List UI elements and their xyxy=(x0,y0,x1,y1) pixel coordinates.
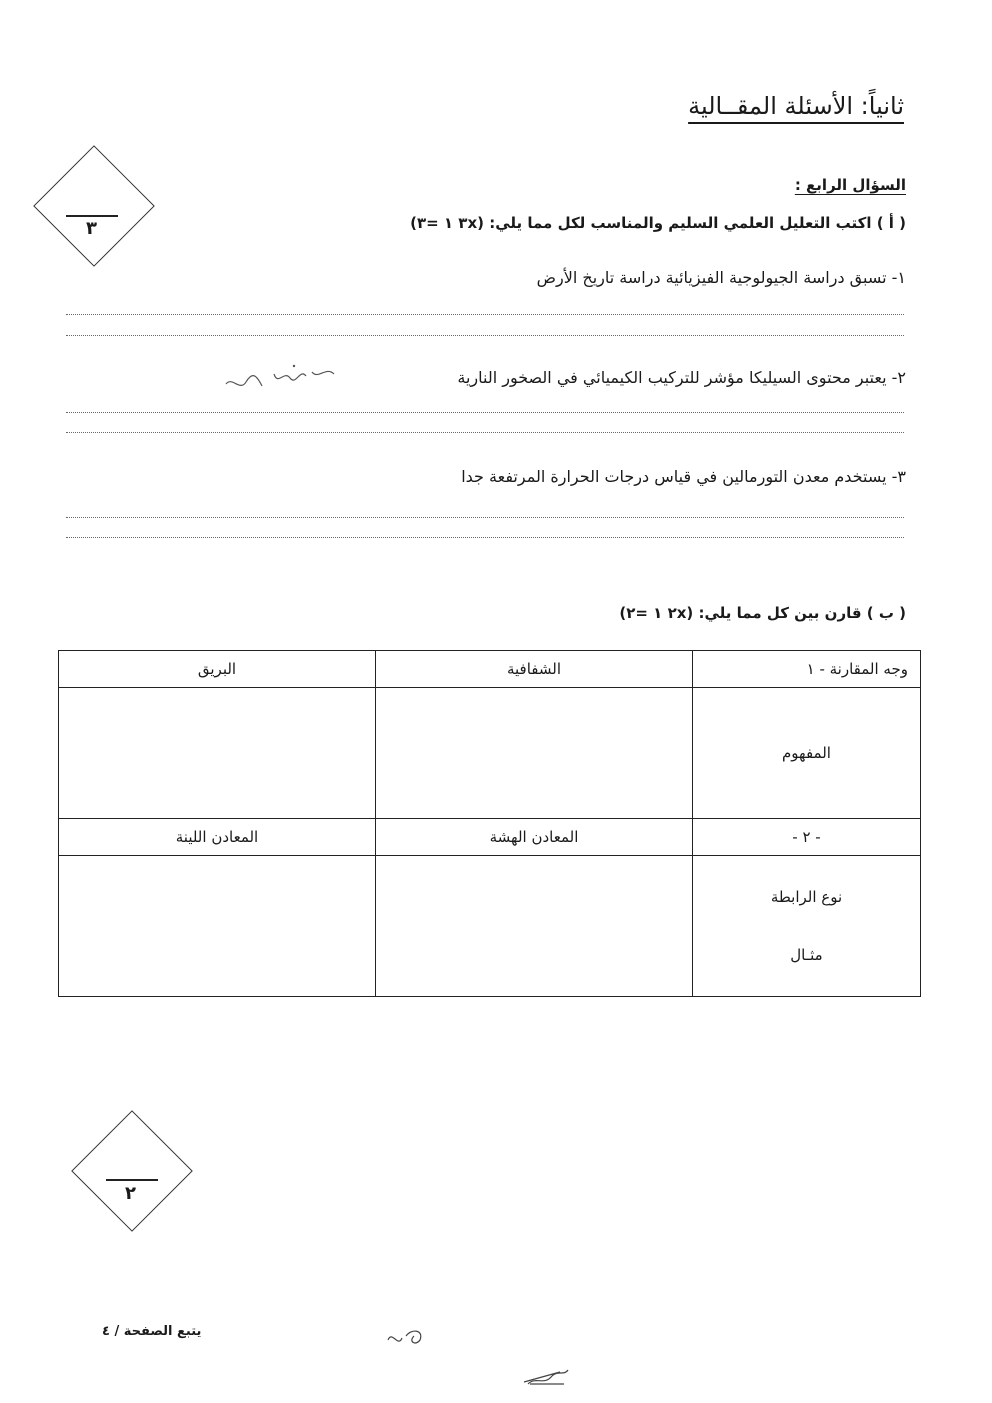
continue-to-page-note: يتبع الصفحة / ٤ xyxy=(102,1324,202,1339)
handwritten-signature-mark xyxy=(520,1366,572,1388)
comparison-header-row-1 xyxy=(59,651,921,688)
handwritten-annotation-mark xyxy=(222,362,342,398)
row-labels-bond-example xyxy=(693,856,921,997)
section-title: ثانياً: الأسئلة المقــالية xyxy=(688,92,904,120)
answer-cell-luster[interactable] xyxy=(59,688,376,819)
column-header-transparency: الشفافية xyxy=(376,651,693,688)
score-fraction-line xyxy=(66,215,118,217)
comparison-aspect-label-2: - ٢ - xyxy=(693,819,921,856)
answer-cell-soft-minerals[interactable] xyxy=(59,856,376,997)
handwritten-initials-mark xyxy=(384,1326,432,1350)
comparison-row-concept xyxy=(59,688,921,819)
reasoning-item-1: ١- تسبق دراسة الجيولوجية الفيزيائية دراسة تاريخ الأرض xyxy=(536,268,906,287)
part-a-instruction: ( أ ) اكتب التعليل العلمي السليم والمناسب لكل مما يلي: (٣x ١ =٣) xyxy=(410,214,906,232)
part-b-instruction: ( ب ) قارن بين كل مما يلي: (٢x ١ =٢) xyxy=(619,604,906,622)
reasoning-item-3: ٣- يستخدم معدن التورمالين في قياس درجات الحرارة المرتفعة جدا xyxy=(461,467,906,486)
answer-line[interactable] xyxy=(66,537,904,538)
row-label-concept: المفهوم xyxy=(693,688,921,819)
score-diamond-shape xyxy=(71,1110,193,1232)
comparison-header-row-2 xyxy=(59,819,921,856)
score-max-mark: ٣ xyxy=(86,218,97,239)
answer-line[interactable] xyxy=(66,335,904,336)
question-title: السؤال الرابع : xyxy=(794,176,906,194)
row-label-example: مثـال xyxy=(790,946,823,964)
column-header-brittle-minerals: المعادن الهشة xyxy=(376,819,693,856)
reasoning-item-2: ٢- يعتبر محتوى السيليكا مؤشر للتركيب الكيميائي في الصخور النارية xyxy=(457,368,906,387)
score-diamond-shape xyxy=(33,145,155,267)
score-max-mark: ٢ xyxy=(125,1183,136,1204)
comparison-aspect-label: وجه المقارنة - ١ xyxy=(693,651,921,688)
answer-cell-transparency[interactable] xyxy=(376,688,693,819)
row-label-bond-type: نوع الرابطة xyxy=(770,888,843,906)
answer-line[interactable] xyxy=(66,412,904,413)
score-fraction-line xyxy=(106,1179,158,1181)
answer-cell-brittle-minerals[interactable] xyxy=(376,856,693,997)
comparison-table xyxy=(58,650,921,997)
answer-line[interactable] xyxy=(66,314,904,315)
comparison-row-bond-example xyxy=(59,856,921,997)
column-header-luster: البريق xyxy=(59,651,376,688)
column-header-soft-minerals: المعادن اللينة xyxy=(59,819,376,856)
answer-line[interactable] xyxy=(66,432,904,433)
answer-line[interactable] xyxy=(66,517,904,518)
